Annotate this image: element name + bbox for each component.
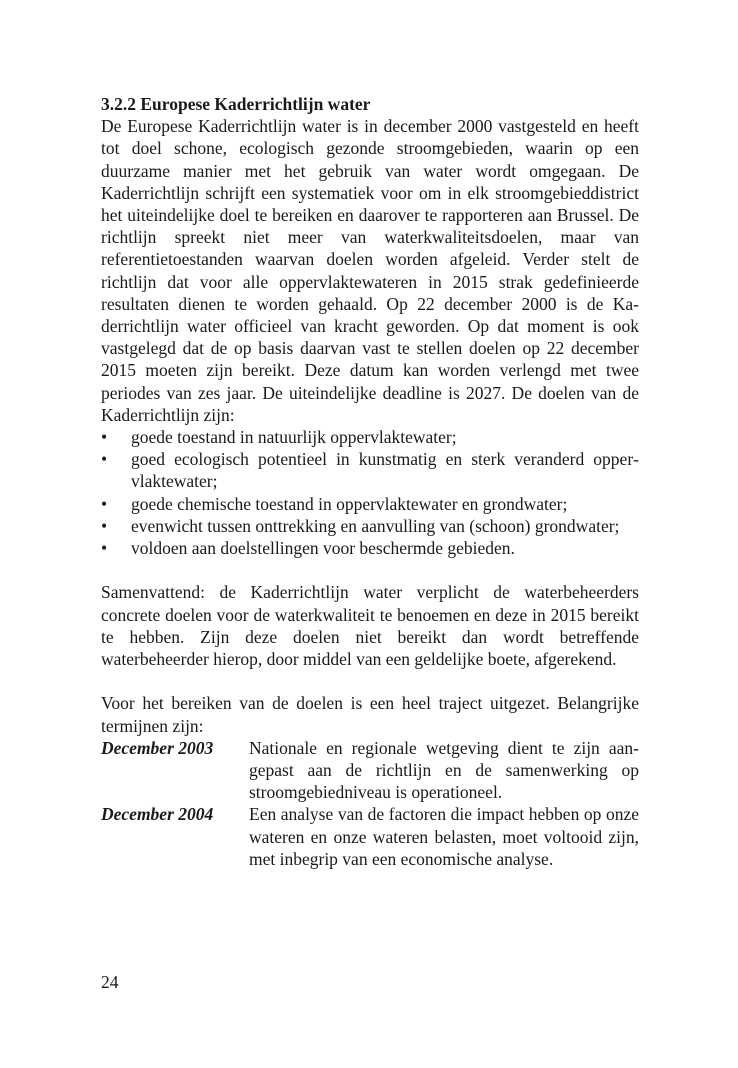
list-item	[101, 426, 639, 448]
timeline-entry	[101, 803, 639, 870]
paragraph-spacer	[101, 559, 639, 581]
list-item-text: goed ecologisch potentieel in kunstmatig en sterk veranderd oppervlaktewater;	[131, 449, 639, 492]
list-item	[101, 537, 639, 559]
bullet-icon: •	[101, 538, 108, 559]
bullet-icon: •	[101, 427, 108, 448]
intro-paragraph: De Europese Kaderrichtlijn water is in december 2000 vastgesteld en heeft tot doel schone, ecologisch gezonde stroomgebieden, waarin op een duurzame manier met het gebruik van water wordt omgegaan. De Kaderrichtlijn schrijft een systematiek voor om in elk stroomgebieddistrict het uiteindelijke doel te bereiken en daarover te rapporteren aan Brussel. De richtlijn spreekt niet meer van waterkwaliteitsdoelen, maar van referentietoestanden waarvan doelen worden afgeleid. Verder stelt de richtlijn dat voor alle oppervlaktewateren in 2015 strak gedefinieerde resultaten dienen te worden gehaald. Op 22 december 2000 is de Kaderrichtlijn water officieel van kracht geworden. Op dat moment is ook vastgelegd dat de op basis daarvan vast te stellen doelen op 22 december 2015 moeten zijn bereikt. Deze datum kan worden verlengd met twee periodes van zes jaar. De uiteindelijke deadline is 2027. De doelen van de Kaderrichtlijn zijn:	[101, 116, 639, 425]
timeline-date: December 2003	[101, 737, 214, 758]
timeline-intro-paragraph: Voor het bereiken van de doelen is een heel traject uitgezet. Belangrijke termijnen zijn:	[101, 693, 639, 736]
timeline-description: Nationale en regionale wetgeving dient te zijn aangepast aan de richtlijn en de samenwerking op stroomgebiedniveau is operationeel.	[249, 737, 639, 803]
list-item-text: goede chemische toestand in oppervlaktewater en grondwater;	[131, 493, 568, 514]
bullet-icon: •	[101, 515, 108, 536]
bullet-icon: •	[101, 449, 108, 470]
list-item-text: evenwicht tussen onttrekking en aanvulling van (schoon) grondwater;	[131, 515, 620, 536]
list-item	[101, 448, 639, 492]
paragraph-spacer	[101, 670, 639, 692]
list-item-text: goede toestand in natuurlijk oppervlaktewater;	[131, 427, 457, 448]
list-item-text: voldoen aan doelstellingen voor beschermde gebieden.	[131, 538, 515, 559]
list-item	[101, 515, 639, 537]
timeline-entry	[101, 737, 639, 804]
summary-paragraph: Samenvattend: de Kaderrichtlijn water verplicht de waterbeheerders concrete doelen voor de waterkwaliteit te benoemen en deze in 2015 bereikt te hebben. Zijn deze doelen niet bereikt dan wordt betreffende waterbeheerder hierop, door middel van een geldelijke boete, afgerekend.	[101, 582, 639, 670]
timeline-date: December 2004	[101, 804, 214, 825]
list-item	[101, 493, 639, 515]
page-number: 24	[101, 972, 119, 992]
goals-list	[101, 426, 639, 559]
bullet-icon: •	[101, 493, 108, 514]
section-heading: 3.2.2 Europese Kaderrichtlijn water	[101, 94, 371, 114]
document-page	[101, 93, 639, 870]
timeline-description: Een analyse van de factoren die impact hebben op onze wateren en onze wateren belasten, moet voltooid zijn, met inbegrip van een economische analyse.	[249, 804, 639, 869]
